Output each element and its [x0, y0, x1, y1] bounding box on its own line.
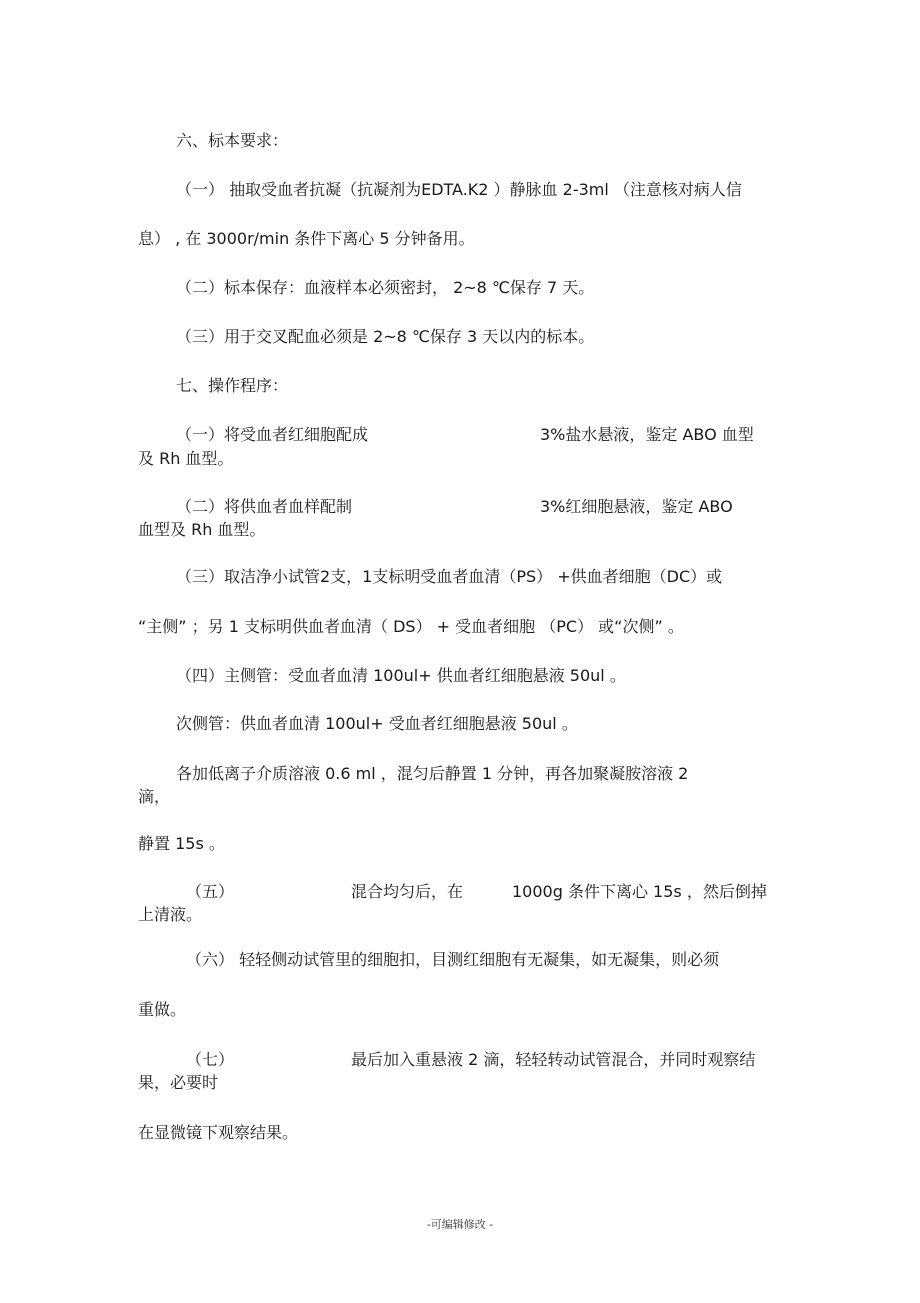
text-line: 3%红细胞悬液，鉴定 ABO: [540, 497, 733, 516]
text-line: 1000g 条件下离心 15s ，然后倒掉: [512, 882, 767, 901]
text-line: 混合均匀后，在: [351, 882, 464, 901]
text-line: （二）标本保存：血液样本必须密封， 2~8 ℃保存 7 天。: [176, 278, 595, 297]
page-footer: -可编辑修改 -: [426, 1218, 494, 1231]
text-line: 血型及 Rh 血型。: [138, 520, 266, 539]
text-line: （三）取洁净小试管2支，1支标明受血者血清（PS） +供血者细胞（DC）或: [176, 567, 723, 586]
text-line: 滴，: [138, 787, 171, 806]
text-line: （七）: [186, 1050, 235, 1069]
text-line: （六） 轻轻侧动试管里的细胞扣，目测红细胞有无凝集，如无凝集，则必须: [186, 950, 720, 969]
text-line: 果，必要时: [138, 1073, 219, 1092]
text-line: （一） 抽取受血者抗凝（抗凝剂为EDTA.K2 ）静脉血 2-3ml （注意核对病人信: [176, 180, 742, 199]
text-line: 最后加入重悬液 2 滴，轻轻转动试管混合，并同时观察结: [351, 1050, 756, 1069]
text-line: 及 Rh 血型。: [138, 449, 234, 468]
text-line: （一）将受血者红细胞配成: [176, 425, 369, 444]
text-line: 各加低离子介质溶液 0.6 ml ，混匀后静置 1 分钟，再各加聚凝胺溶液 2: [176, 764, 689, 783]
text-line: 在显微镜下观察结果。: [138, 1123, 299, 1142]
text-line: （三）用于交叉配血必须是 2~8 ℃保存 3 天以内的标本。: [176, 327, 595, 346]
text-line: “主侧” ；另 1 支标明供血者血清（ DS） + 受血者细胞 （PC） 或“次侧” 。: [138, 617, 684, 636]
text-line: 上清液。: [138, 905, 203, 924]
section-7-heading: 七、操作程序：: [176, 376, 289, 395]
text-line: （二）将供血者血样配制: [176, 497, 353, 516]
text-line: （五）: [186, 882, 235, 901]
text-line: 重做。: [138, 1000, 187, 1019]
text-line: 次侧管：供血者血清 100ul+ 受血者红细胞悬液 50ul 。: [176, 714, 578, 733]
text-line: 静置 15s 。: [138, 834, 225, 853]
text-line: （四）主侧管：受血者血清 100ul+ 供血者红细胞悬液 50ul 。: [176, 666, 626, 685]
text-line: 3%盐水悬液，鉴定 ABO 血型: [540, 425, 754, 444]
section-6-heading: 六、标本要求：: [176, 131, 289, 150]
text-line: 息） , 在 3000r/min 条件下离心 5 分钟备用。: [138, 229, 475, 248]
